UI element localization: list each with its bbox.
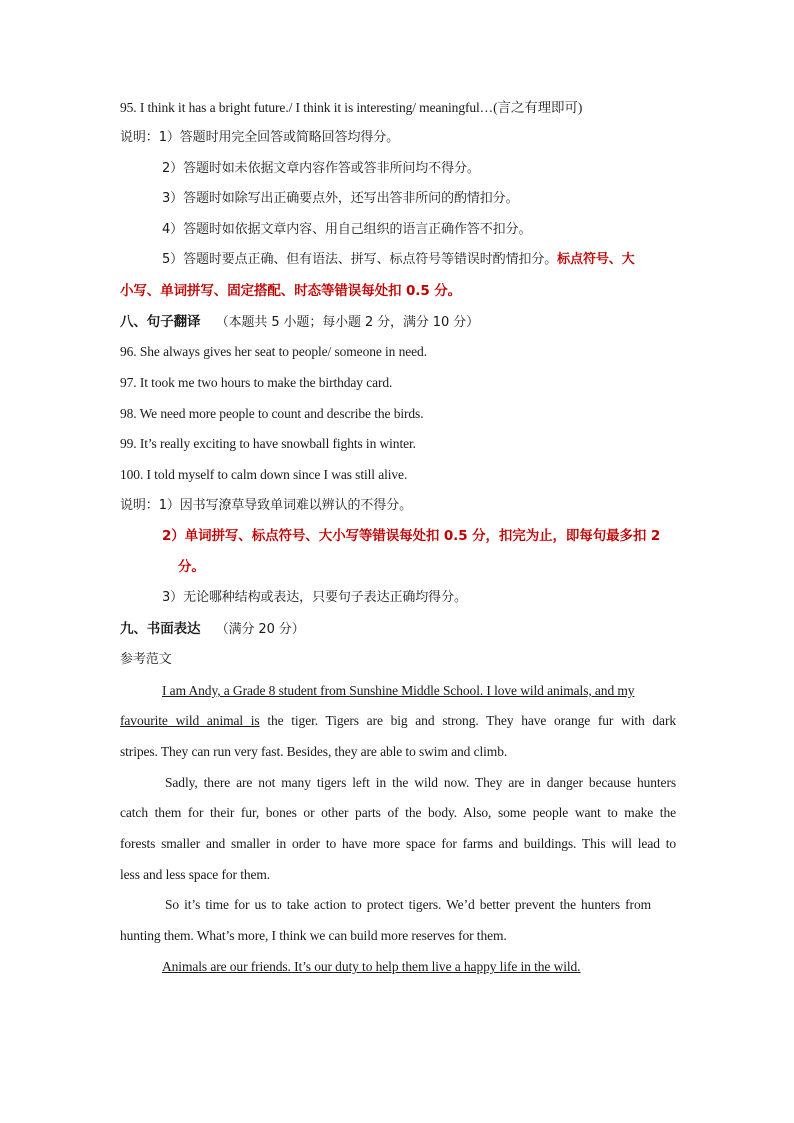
section-9-info: （满分 20 分）	[215, 622, 305, 637]
note-item-2: 2）答题时如未依据文章内容作答或答非所问均不得分。	[162, 161, 480, 176]
essay-p3-line1: So it’s time for us to take action to protect tigers. We’d better prevent the hunters from	[165, 897, 651, 912]
essay-p2-line2: catch them for their fur, bones or other parts of the body. Also, some people want to make the	[120, 805, 676, 820]
essay-p1-line3: stripes. They can run very fast. Besides, they are able to swim and climb.	[120, 744, 508, 759]
answer-95: 95. I think it has a bright future./ I think it is interesting/ meaningful…(言之有理即可)	[120, 100, 583, 115]
essay-conclusion: Animals are our friends. It’s our duty to help them live a happy life in the wild.	[162, 959, 581, 974]
section-9-title: 九、书面表达	[120, 621, 201, 637]
section-8-note-2-cont: 分。	[178, 559, 205, 575]
essay-p3-line2: hunting them. What’s more, I think we can build more reserves for them.	[120, 928, 507, 943]
note-item-3: 3）答题时如除写出正确要点外，还写出答非所问的酌情扣分。	[162, 191, 519, 206]
answer-100: 100. I told myself to calm down since I was still alive.	[120, 467, 408, 482]
essay-p2-line1: Sadly, there are not many tigers left in the wild now. They are in danger because hunters	[165, 775, 676, 790]
answer-98: 98. We need more people to count and describe the birds.	[120, 406, 424, 421]
note-item-5-text: 5）答题时要点正确、但有语法、拼写、标点符号等错误时酌情扣分。	[162, 252, 558, 267]
section-8-note-1: 说明：1）因书写潦草导致单词难以辨认的不得分。	[120, 498, 412, 513]
essay-underlined-phrase: favourite wild animal is	[120, 713, 260, 728]
answer-99: 99. It’s really exciting to have snowball fights in winter.	[120, 436, 416, 451]
essay-p1-line1: I am Andy, a Grade 8 student from Sunshine Middle School. I love wild animals, and my	[162, 683, 635, 698]
essay-p2-line3: forests smaller and smaller in order to have more space for farms and buildings. This will lead to	[120, 836, 676, 851]
note-item-4: 4）答题时如依据文章内容、用自己组织的语言正确作答不扣分。	[162, 222, 532, 237]
note-item-5-red-cont: 小写、单词拼写、固定搭配、时态等错误每处扣 0.5 分。	[120, 283, 462, 299]
answer-97: 97. It took me two hours to make the birthday card.	[120, 375, 393, 390]
essay-p2-line4: less and less space for them.	[120, 867, 271, 882]
answer-96: 96. She always gives her seat to people/ someone in need.	[120, 344, 427, 359]
note-intro: 说明：1）答题时用完全回答或简略回答均得分。	[120, 130, 400, 145]
essay-p1-line2	[120, 712, 676, 730]
section-8-note-3: 3）无论哪种结构或表达，只要句子表达正确均得分。	[162, 590, 467, 605]
section-8-title: 八、句子翻译	[120, 314, 201, 330]
section-8-header	[120, 313, 676, 332]
note-item-5-red: 标点符号、大	[557, 252, 635, 267]
note-item-5	[162, 251, 718, 269]
section-8-note-2: 2）单词拼写、标点符号、大小写等错误每处扣 0.5 分，扣完为止，即每句最多扣 2	[162, 528, 661, 544]
sample-essay-label: 参考范文	[120, 652, 172, 667]
section-9-header	[120, 620, 676, 639]
section-8-info: （本题共 5 小题；每小题 2 分，满分 10 分）	[215, 315, 479, 330]
essay-p1-line2-rest: the tiger. Tigers are big and strong. They have orange fur with dark	[259, 713, 676, 728]
